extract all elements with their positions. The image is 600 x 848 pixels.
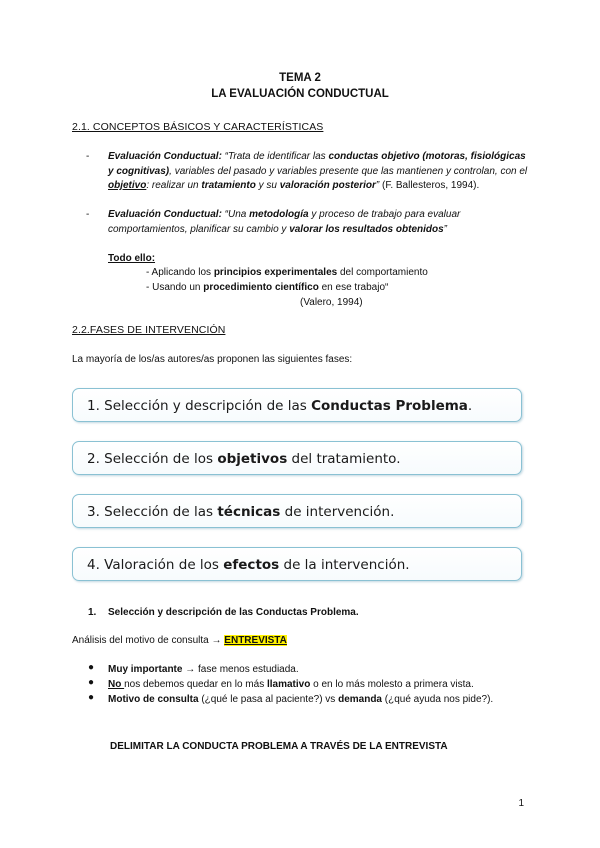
bullet-muy-importante — [108, 662, 299, 677]
quote-text: y su — [255, 180, 280, 191]
bold-text: tratamiento — [201, 180, 256, 191]
phase-text: 4. Valoración de los — [87, 557, 224, 573]
term: Evaluación Conductual: — [108, 209, 222, 220]
bullet-text: (¿qué le pasa al paciente?) vs — [198, 694, 339, 705]
phase-box-1 — [72, 388, 522, 422]
quote-text: , variables del pasado y variables presente que las mantienen y controlan, con el — [169, 165, 528, 177]
term: Evaluación Conductual: — [108, 151, 222, 162]
quote-text: ” — [443, 223, 448, 235]
quote-text: “Trata de identificar las — [221, 151, 329, 162]
phase-box-2 — [72, 441, 522, 475]
conclusion-statement: DELIMITAR LA CONDUCTA PROBLEMA A TRAVÉS DE LA ENTREVISTA — [110, 741, 448, 752]
phase-text: de la intervención. — [279, 557, 410, 573]
phase-box-4 — [72, 547, 522, 581]
phases-intro: La mayoría de los/as autores/as proponen las siguientes fases: — [72, 354, 353, 365]
bullet-dot-icon: ● — [88, 662, 95, 673]
bullet-dot-icon: ● — [88, 692, 95, 703]
bold-text: Motivo de consulta — [108, 694, 199, 705]
analysis-text: Análisis del motivo de consulta → — [72, 635, 225, 646]
bold-text: valorar los resultados obtenidos — [289, 223, 444, 235]
underlined-text: objetivo — [108, 180, 147, 191]
phase-text: 2. Selección de los — [87, 451, 218, 467]
bold-text: conductas objetivo (motoras, fisiológicas y cognitivas) — [108, 151, 526, 177]
bullet-motivo-consulta — [108, 692, 518, 707]
bold-text: demanda — [338, 694, 382, 705]
phase-text: . — [467, 398, 473, 414]
bullet-no-llamativo — [108, 677, 474, 692]
bold-text: metodología — [249, 209, 309, 220]
bold-text: principios experimentales — [213, 267, 338, 278]
phase-bold: técnicas — [217, 504, 281, 520]
section-heading-concepts: 2.1. CONCEPTOS BÁSICOS Y CARACTERÍSTICAS — [72, 121, 324, 133]
underlined-bold-text: No — [108, 679, 125, 690]
numbered-item-title: Selección y descripción de las Conductas Problema. — [108, 607, 359, 618]
bullet-dot-icon: ● — [88, 677, 95, 688]
section-heading-phases: 2.2.FASES DE INTERVENCIÓN — [72, 324, 226, 336]
bold-text: llamativo — [266, 679, 311, 690]
principles-line — [146, 265, 428, 280]
dash-bullet: - — [86, 209, 90, 220]
phase-bold: objetivos — [217, 451, 288, 467]
phase-bold: Conductas Problema — [311, 398, 468, 414]
todo-ello-label: Todo ello: — [108, 253, 156, 264]
citation-valero: (Valero, 1994) — [300, 297, 363, 308]
bullet-text: nos debemos quedar en lo más — [124, 679, 267, 690]
dash-bullet: - — [86, 151, 90, 162]
tema-title: TEMA 2 — [279, 72, 321, 84]
phase-bold: efectos — [223, 557, 280, 573]
phase-text: 1. Selección y descripción de las — [87, 398, 312, 414]
phase-box-3 — [72, 494, 522, 528]
bullet-text: o en lo más molesto a primera vista. — [310, 679, 474, 690]
highlighted-entrevista: ENTREVISTA — [224, 635, 287, 646]
quote-text: : realizar un — [146, 180, 202, 191]
bullet-text: (¿qué ayuda nos pide?). — [382, 694, 494, 705]
line-text: - Usando un — [146, 282, 204, 293]
quote-text: y proceso de trabajo para evaluar comportamientos, planificar su cambio y — [108, 209, 461, 235]
quote-text: ” — [375, 180, 380, 191]
numbered-item-number: 1. — [88, 607, 97, 618]
document-title: LA EVALUACIÓN CONDUCTUAL — [211, 88, 389, 100]
quote-text: “Una — [221, 209, 250, 220]
phase-text: 3. Selección de las — [87, 504, 218, 520]
page-number: 1 — [518, 798, 524, 809]
citation: (F. Ballesteros, 1994). — [379, 180, 480, 191]
line-text: del comportamiento — [337, 267, 428, 278]
bold-text: valoración posterior — [279, 180, 376, 191]
line-text: en ese trabajo“ — [318, 282, 389, 293]
bold-text: Muy importante — [108, 664, 183, 675]
analysis-line — [72, 633, 287, 648]
definition-ballesteros — [108, 150, 528, 194]
phase-text: de intervención. — [280, 504, 395, 520]
bold-text: procedimiento científico — [203, 282, 319, 293]
definition-methodology — [108, 208, 528, 237]
line-text: - Aplicando los — [146, 267, 214, 278]
bullet-text: → fase menos estudiada. — [182, 664, 299, 675]
phase-text: del tratamiento. — [287, 451, 401, 467]
procedure-line — [146, 280, 388, 295]
